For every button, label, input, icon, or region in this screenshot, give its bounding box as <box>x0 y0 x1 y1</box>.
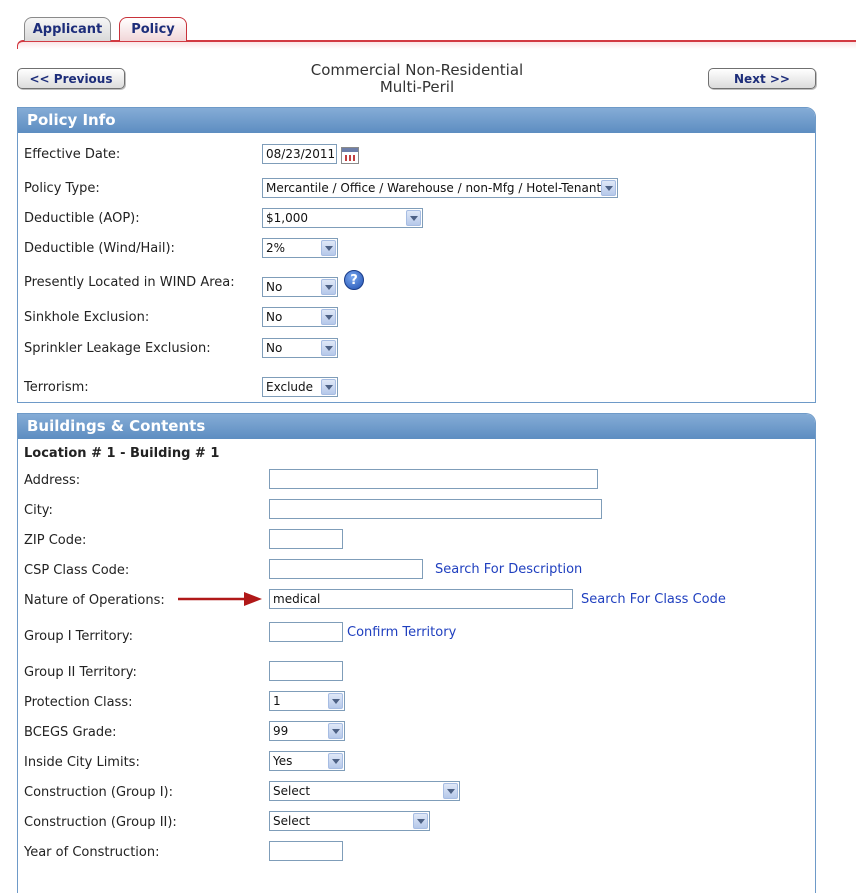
policy-info-panel <box>17 107 816 403</box>
buildings-contents-header: Buildings & Contents <box>18 414 815 439</box>
chevron-down-icon <box>321 379 336 395</box>
group1-territory-input[interactable] <box>269 622 343 642</box>
construction-group1-label: Construction (Group I): <box>24 785 173 800</box>
terrorism-label: Terrorism: <box>24 380 89 395</box>
year-of-construction-label: Year of Construction: <box>24 845 160 860</box>
policy-info-header: Policy Info <box>18 108 815 133</box>
sprinkler-select[interactable] <box>262 338 338 358</box>
inside-city-limits-select[interactable] <box>269 751 345 771</box>
zip-label: ZIP Code: <box>24 533 87 548</box>
policy-type-select[interactable] <box>262 178 618 198</box>
deductible-wind-label: Deductible (Wind/Hail): <box>24 241 175 256</box>
year-of-construction-input[interactable] <box>269 841 343 861</box>
construction-group2-select[interactable] <box>269 811 430 831</box>
policy-type-value: Mercantile / Office / Warehouse / non-Mfg / Hotel-Tenant <box>266 181 602 195</box>
deductible-wind-value: 2% <box>266 241 286 255</box>
search-description-link[interactable]: Search For Description <box>435 562 583 577</box>
chevron-down-icon <box>601 180 616 196</box>
chevron-down-icon <box>406 210 421 226</box>
wind-area-label: Presently Located in WIND Area: <box>24 275 235 290</box>
terrorism-value: Exclude <box>266 380 314 394</box>
tab-bar <box>0 0 856 52</box>
page-title-line1: Commercial Non-Residential <box>310 61 524 79</box>
chevron-down-icon <box>328 693 343 709</box>
chevron-down-icon <box>413 813 428 829</box>
deductible-aop-label: Deductible (AOP): <box>24 211 140 226</box>
wind-area-value: No <box>266 280 283 294</box>
inside-city-limits-label: Inside City Limits: <box>24 755 140 770</box>
wind-area-select[interactable] <box>262 277 338 297</box>
sprinkler-label: Sprinkler Leakage Exclusion: <box>24 341 211 356</box>
chevron-down-icon <box>321 240 336 256</box>
bcegs-grade-select[interactable] <box>269 721 345 741</box>
effective-date-label: Effective Date: <box>24 147 121 162</box>
protection-class-label: Protection Class: <box>24 695 133 710</box>
chevron-down-icon <box>328 723 343 739</box>
page-title-line2: Multi-Peril <box>379 78 455 96</box>
csp-class-input[interactable] <box>269 559 423 579</box>
chevron-down-icon <box>443 783 458 799</box>
inside-city-limits-value: Yes <box>273 754 293 768</box>
sinkhole-select[interactable] <box>262 307 338 327</box>
chevron-down-icon <box>321 279 336 295</box>
effective-date-input[interactable]: 08/23/2011 <box>262 144 337 164</box>
annotation-arrow-icon <box>176 590 266 608</box>
deductible-aop-value: $1,000 <box>266 211 308 225</box>
previous-button[interactable]: << Previous <box>17 68 125 89</box>
next-button[interactable]: Next >> <box>708 68 816 89</box>
nature-of-operations-label: Nature of Operations: <box>24 593 165 608</box>
tab-applicant[interactable]: Applicant <box>24 17 111 41</box>
policy-type-label: Policy Type: <box>24 181 100 196</box>
tab-policy[interactable]: Policy <box>119 17 187 41</box>
group2-territory-label: Group II Territory: <box>24 665 137 680</box>
deductible-wind-select[interactable] <box>262 238 338 258</box>
chevron-down-icon <box>321 309 336 325</box>
calendar-icon[interactable] <box>341 147 359 164</box>
construction-group2-value: Select <box>273 814 311 828</box>
protection-class-select[interactable] <box>269 691 345 711</box>
address-input[interactable] <box>269 469 598 489</box>
group2-territory-input[interactable] <box>269 661 343 681</box>
tab-underline <box>17 40 856 49</box>
construction-group2-label: Construction (Group II): <box>24 815 177 830</box>
arrow-head <box>244 592 262 606</box>
sinkhole-label: Sinkhole Exclusion: <box>24 310 150 325</box>
page-title <box>260 62 574 96</box>
protection-class-value: 1 <box>273 694 281 708</box>
sprinkler-value: No <box>266 341 283 355</box>
zip-input[interactable] <box>269 529 343 549</box>
terrorism-select[interactable] <box>262 377 338 397</box>
city-input[interactable] <box>269 499 602 519</box>
location-heading: Location # 1 - Building # 1 <box>24 446 220 461</box>
construction-group1-value: Select <box>273 784 311 798</box>
help-icon[interactable]: ? <box>344 270 364 290</box>
city-label: City: <box>24 503 53 518</box>
chevron-down-icon <box>321 340 336 356</box>
nature-of-operations-input[interactable]: medical <box>269 589 573 609</box>
group1-territory-label: Group I Territory: <box>24 629 134 644</box>
sinkhole-value: No <box>266 310 283 324</box>
bcegs-grade-value: 99 <box>273 724 289 738</box>
buildings-contents-panel <box>17 413 816 893</box>
deductible-aop-select[interactable] <box>262 208 423 228</box>
chevron-down-icon <box>328 753 343 769</box>
confirm-territory-link[interactable]: Confirm Territory <box>347 625 457 640</box>
address-label: Address: <box>24 473 81 488</box>
search-class-code-link[interactable]: Search For Class Code <box>581 592 726 607</box>
construction-group1-select[interactable] <box>269 781 460 801</box>
bcegs-grade-label: BCEGS Grade: <box>24 725 117 740</box>
csp-class-label: CSP Class Code: <box>24 563 130 578</box>
